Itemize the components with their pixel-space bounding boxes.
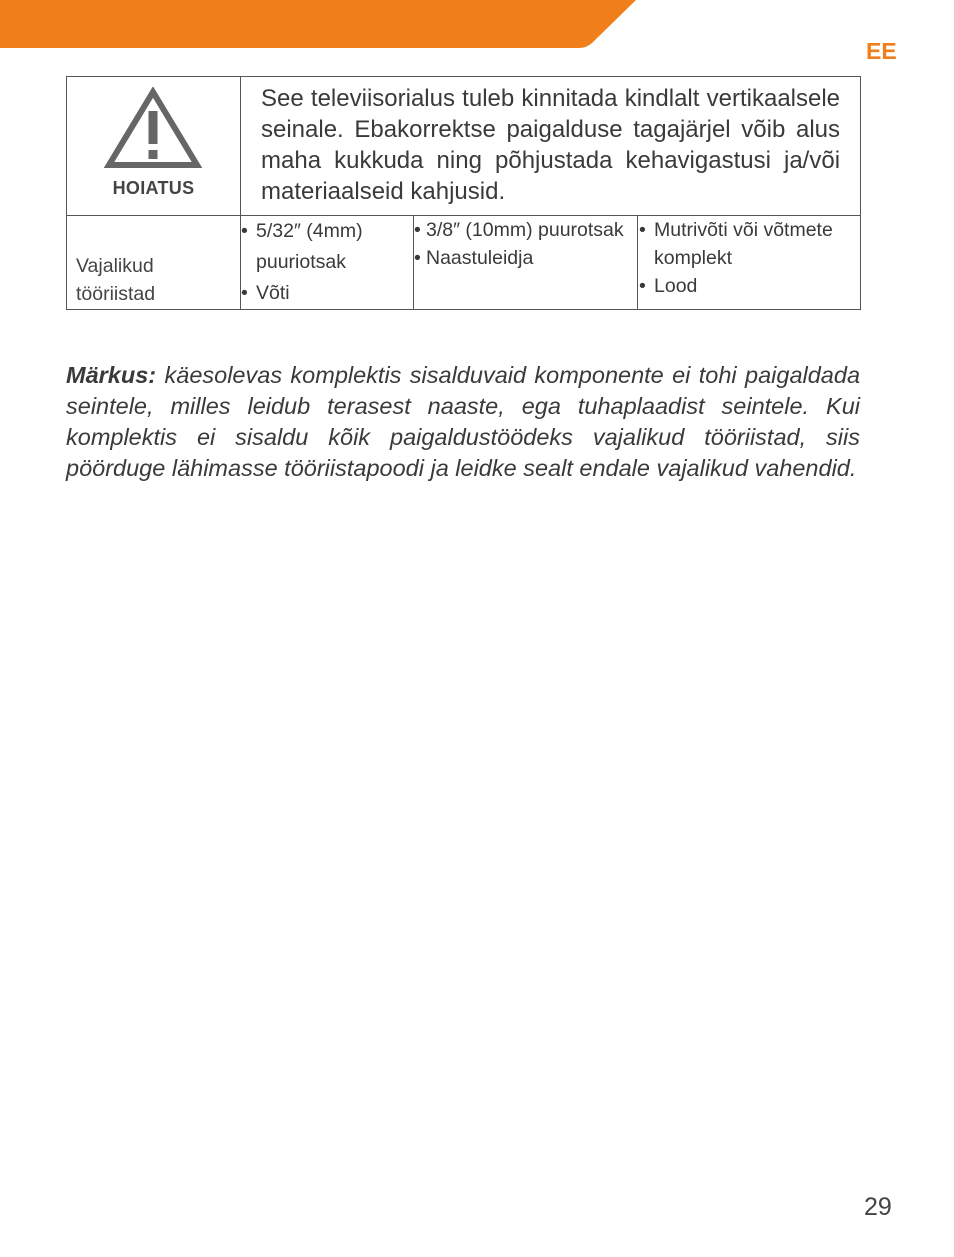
note-label: Märkus: bbox=[66, 362, 157, 388]
list-item: • 5/32″ (4mm) puuriotsak bbox=[241, 220, 363, 273]
note-paragraph bbox=[66, 360, 860, 484]
warning-triangle-icon bbox=[104, 87, 202, 169]
note-text: käesolevas komplektis sisalduvaid komponente ei tohi paigaldada seintele, milles leidub terasest naaste, ega tuhaplaadist seintele. Kui komplektis ei sisaldu kõik paigaldustöödeks vajalikud tööriistad, siis pöörduge lähimasse tööriistapoodi ja leidke sealt endale vajalikud vahendid. bbox=[66, 362, 861, 481]
tools-list-2 bbox=[414, 216, 637, 272]
tools-column-2 bbox=[414, 216, 638, 310]
tools-column-3 bbox=[638, 216, 861, 310]
header-banner bbox=[0, 0, 640, 48]
warning-icon-cell bbox=[67, 77, 241, 216]
warning-table bbox=[66, 76, 861, 310]
tools-list-3 bbox=[638, 216, 860, 300]
list-item: • Naastuleidja bbox=[414, 247, 534, 269]
warning-text: See televiisorialus tuleb kinnitada kindlalt vertikaalsele seinale. Ebakorrektse paigalduse tagajärjel võib alus maha kukkuda ning põhjustada kehavigastusi ja/või materiaalseid kahjusid. bbox=[261, 85, 841, 205]
list-item: • Võti bbox=[241, 282, 290, 304]
page-number: 29 bbox=[864, 1193, 892, 1221]
warning-label: HOIATUS bbox=[112, 178, 195, 198]
tools-column-1 bbox=[241, 216, 414, 310]
list-item: • Lood bbox=[639, 275, 698, 297]
tools-list-1 bbox=[241, 216, 413, 309]
language-code: EE bbox=[866, 38, 897, 64]
tools-heading: Vajalikud tööriistad bbox=[76, 255, 156, 305]
list-item: • 3/8″ (10mm) puurotsak bbox=[414, 219, 624, 241]
list-item: • Mutrivõti või võtmete komplekt bbox=[639, 219, 833, 269]
warning-text-cell bbox=[241, 77, 861, 216]
tools-heading-cell bbox=[67, 216, 241, 310]
